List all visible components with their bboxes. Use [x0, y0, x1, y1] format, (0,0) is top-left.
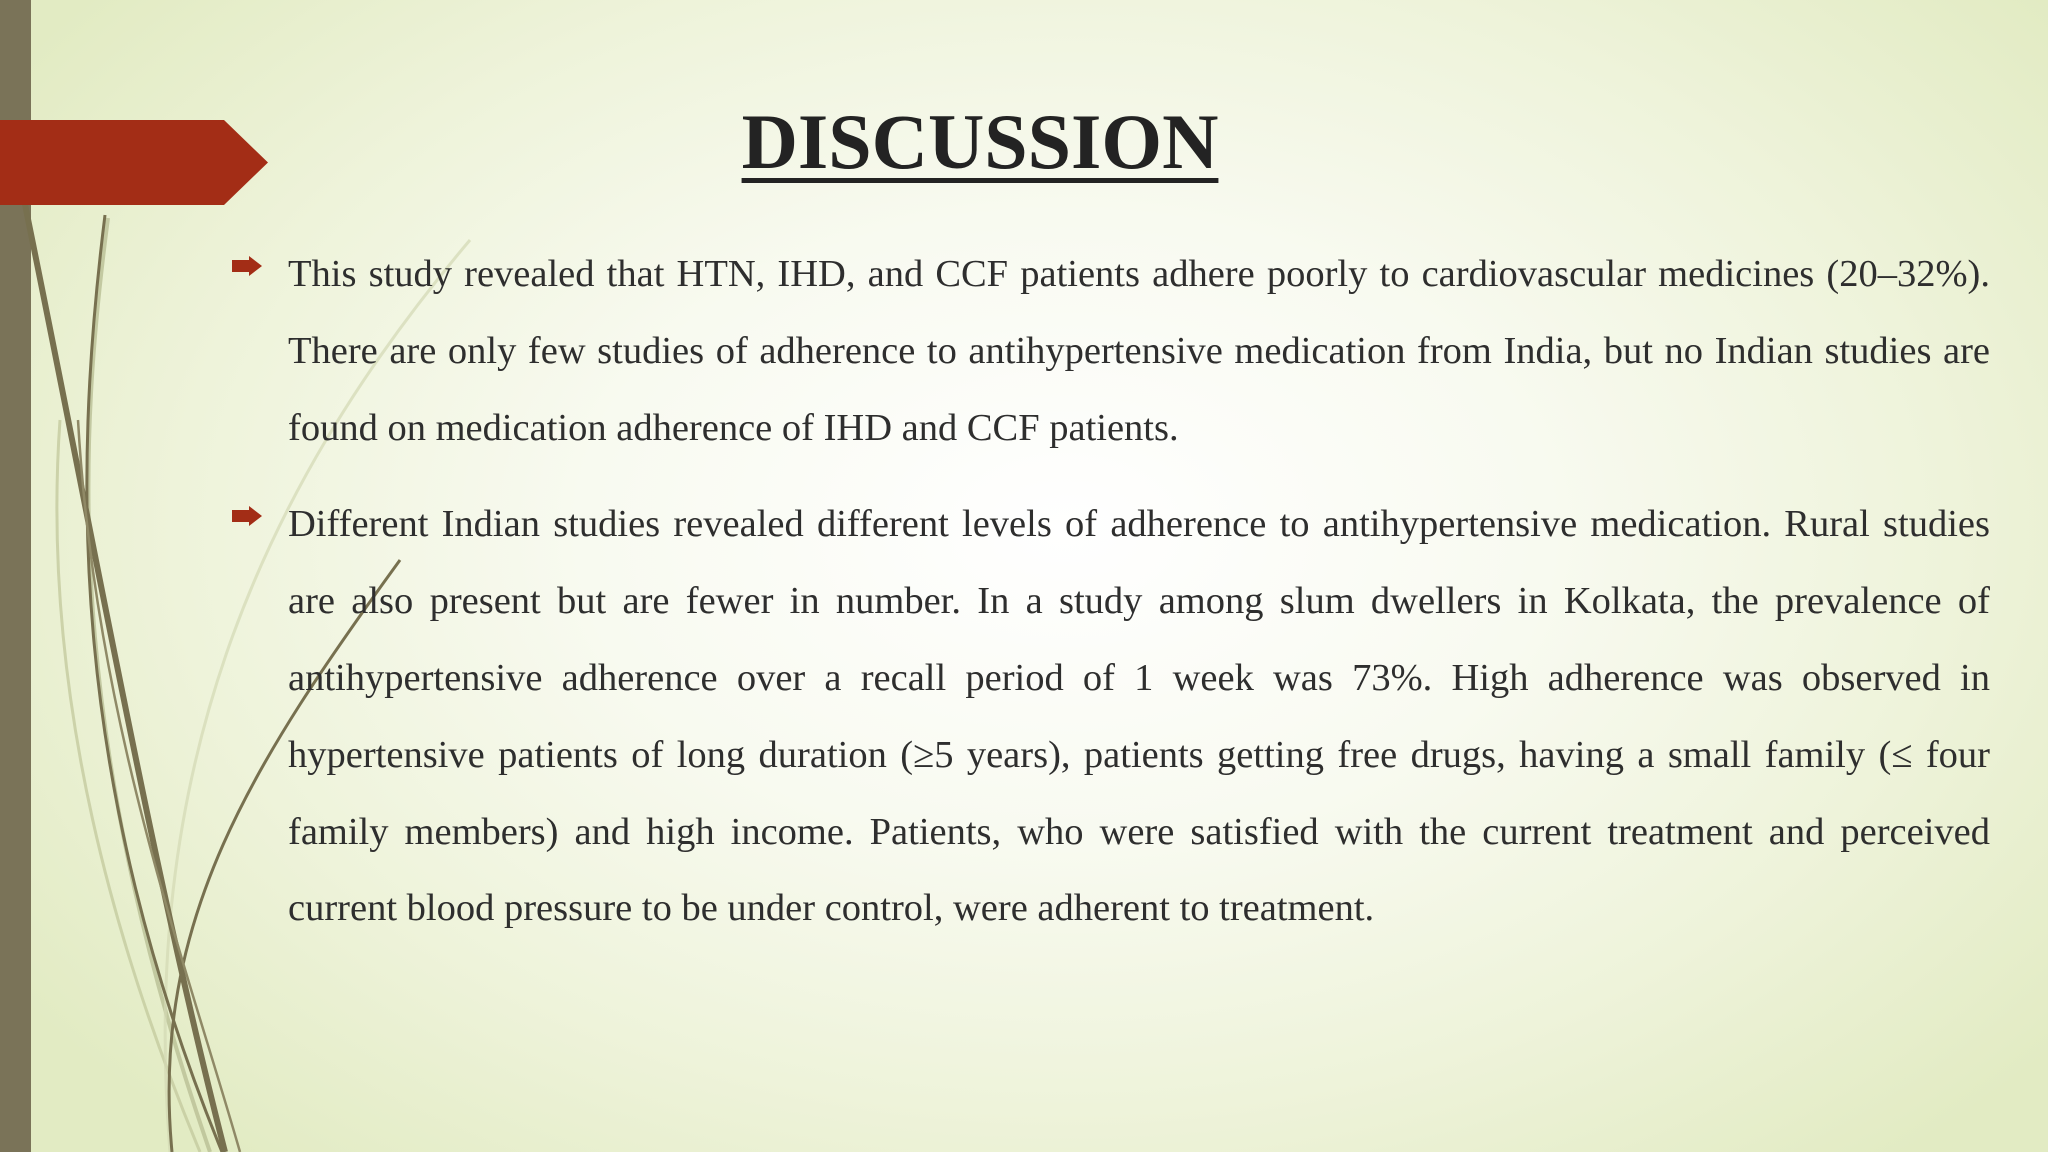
slide-title: DISCUSSION [741, 98, 1219, 185]
arrow-right-icon [232, 506, 262, 526]
arrow-right-icon [232, 256, 262, 276]
bullet-item [288, 486, 1990, 947]
bullet-item [288, 236, 1990, 466]
bullet-text: This study revealed that HTN, IHD, and CCF patients adhere poorly to cardiovascular medicines (20–32%). There are only few studies of adherence to antihypertensive medication from India, but no Indian studies are found on medication adherence of IHD and CCF patients. [288, 253, 1990, 449]
bullet-list [288, 236, 1990, 967]
bullet-text: Different Indian studies revealed different levels of adherence to antihypertensive medication. Rural studies are also present but are fewer in number. In a study among slum dwellers in Kolkata, the prevalence of antihypertensive adherence over a recall period of 1 week was 73%. High adherence was observed in hypertensive patients of long duration (≥5 years), patients getting free drugs, having a small family (≤ four family members) and high income. Patients, who were satisfied with the current treatment and perceived current blood pressure to be under control, were adherent to treatment. [288, 503, 1990, 930]
